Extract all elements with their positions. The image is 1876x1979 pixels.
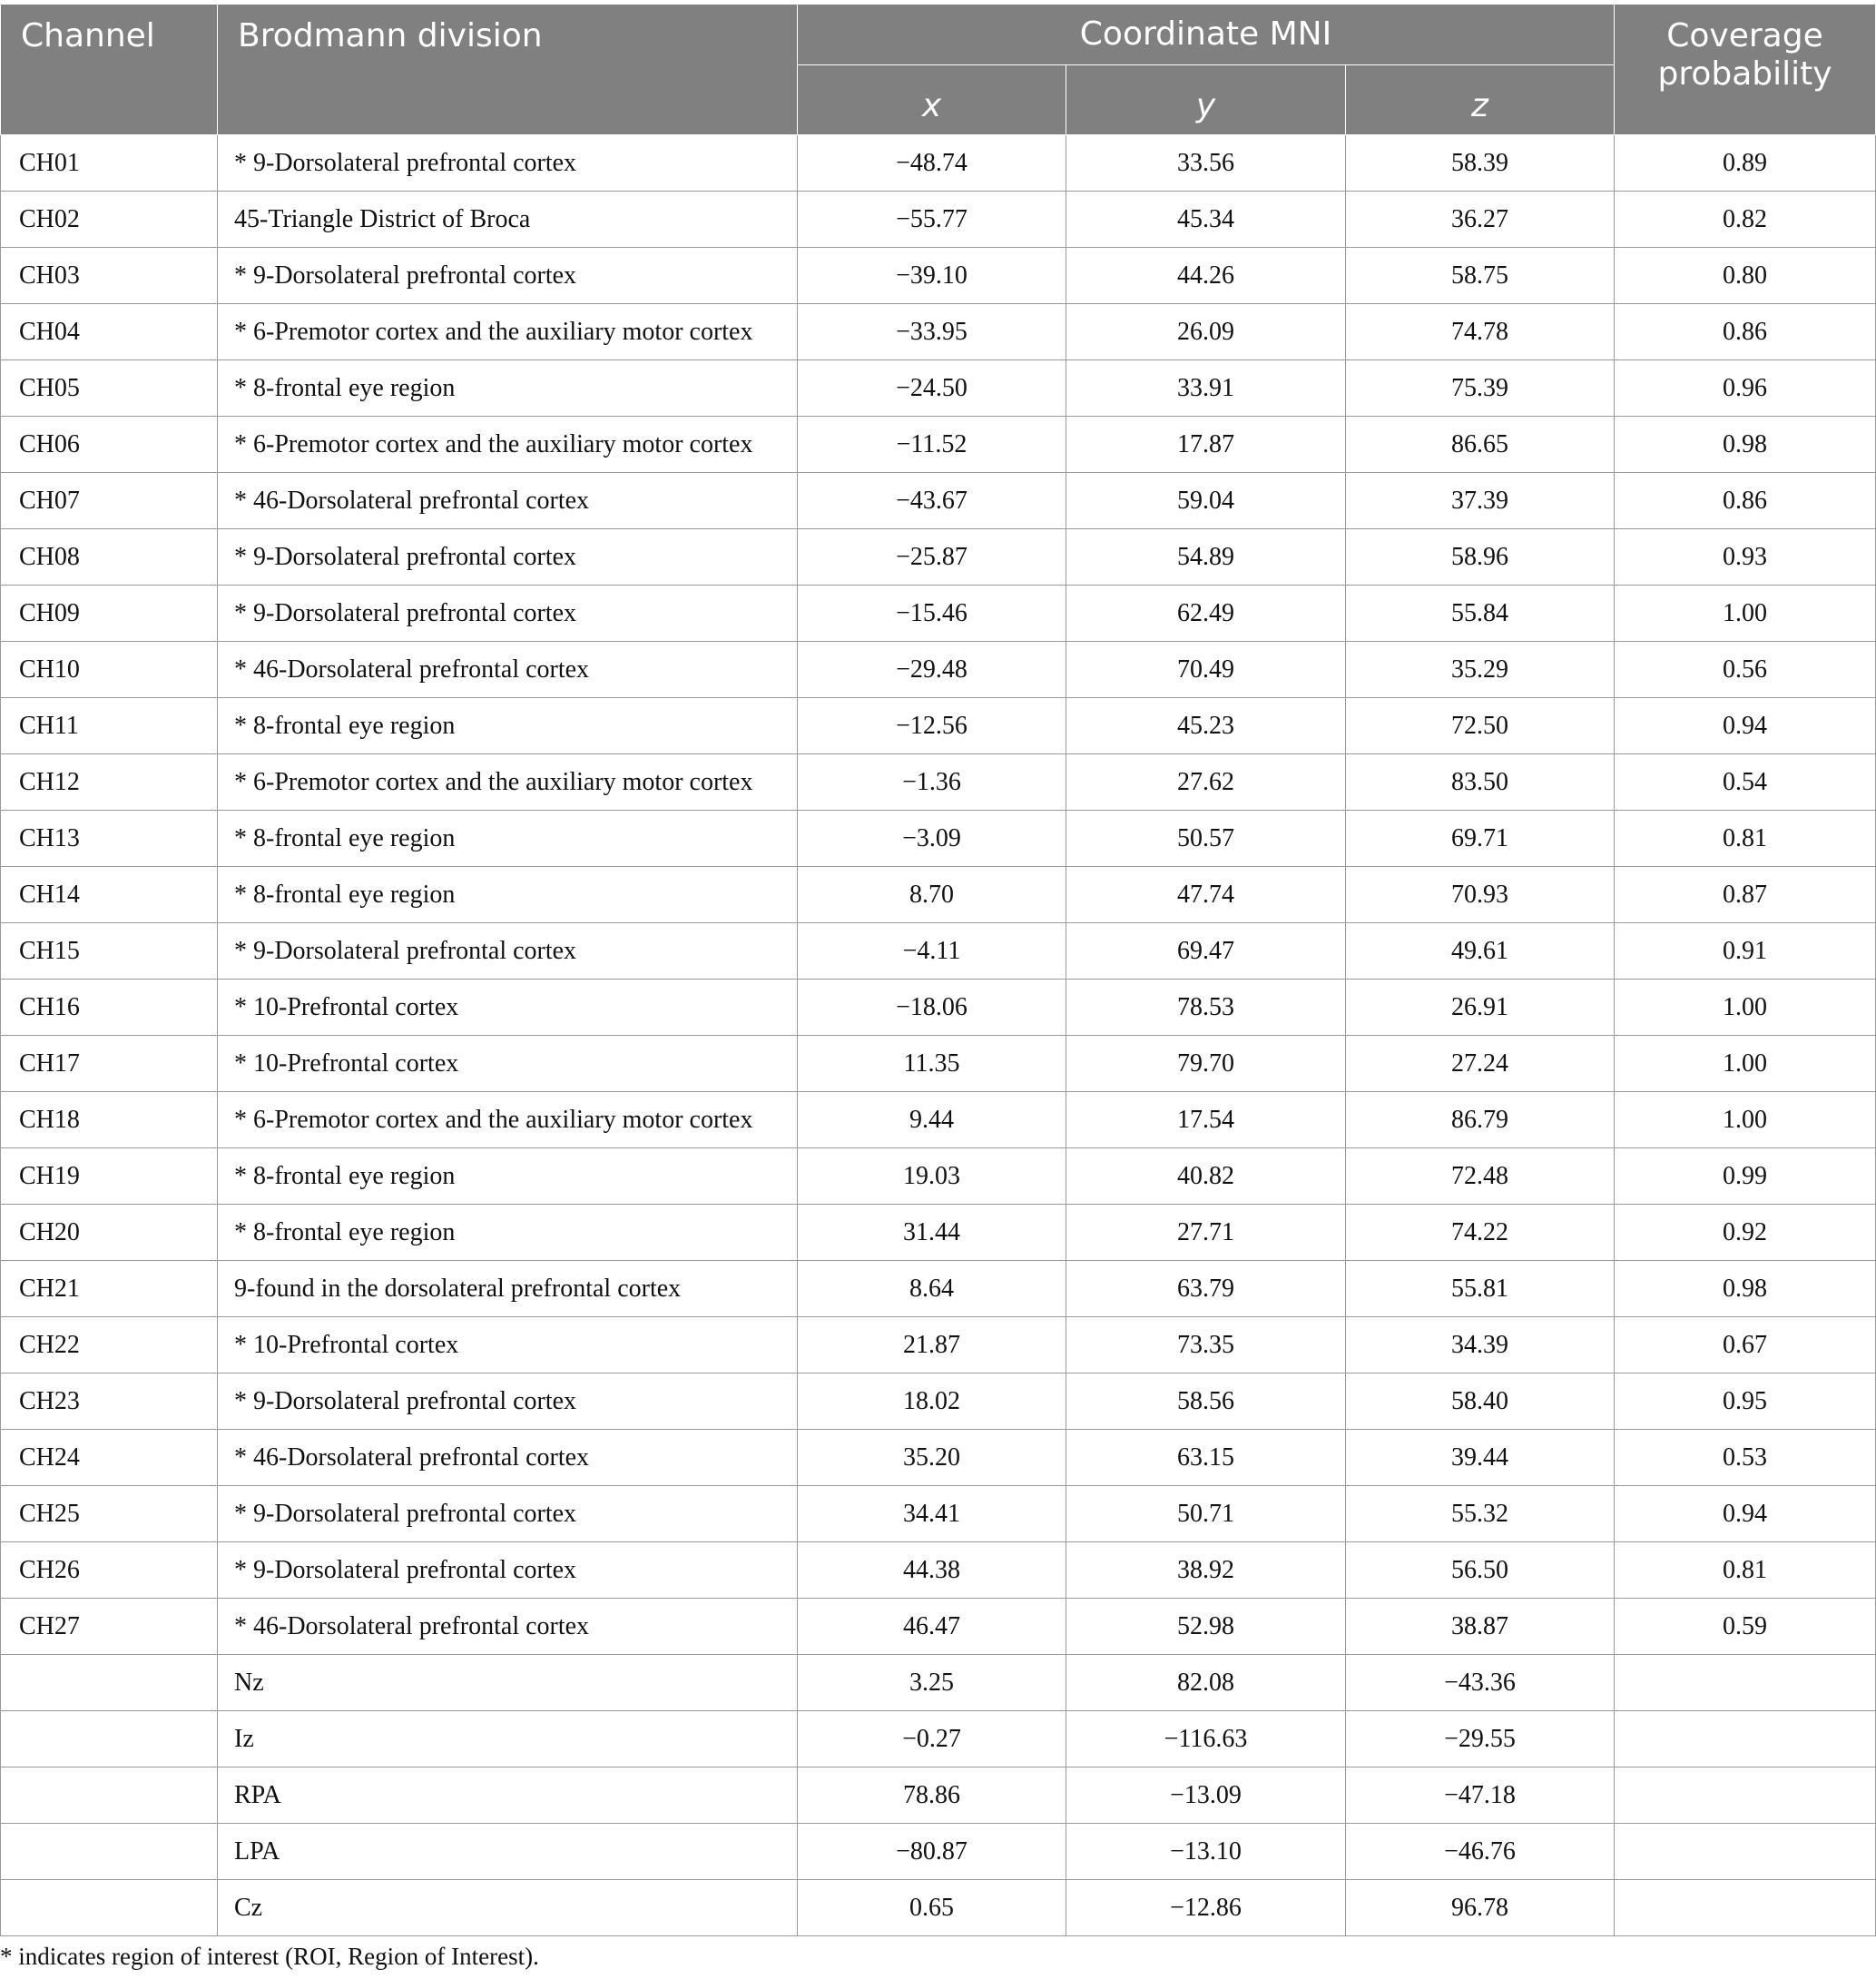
cell-channel: CH20	[1, 1205, 218, 1261]
cell-coverage-probability: 0.94	[1615, 1486, 1876, 1542]
cell-brodmann-division: * 8-frontal eye region	[218, 1205, 798, 1261]
table-footnote: * indicates region of interest (ROI, Region of Interest).	[0, 1943, 539, 1970]
cell-channel	[1, 1880, 218, 1936]
cell-y: 82.08	[1066, 1655, 1346, 1711]
table-header	[1, 5, 1876, 135]
cell-y: 62.49	[1066, 586, 1346, 642]
cell-brodmann-division: Iz	[218, 1711, 798, 1767]
table-row	[1, 417, 1876, 473]
table-row	[1, 248, 1876, 304]
cell-x: 11.35	[798, 1036, 1066, 1092]
cell-z: 55.32	[1346, 1486, 1615, 1542]
table-row	[1, 529, 1876, 586]
cell-y: 70.49	[1066, 642, 1346, 698]
cell-y: −13.10	[1066, 1824, 1346, 1880]
cell-y: 26.09	[1066, 304, 1346, 360]
cell-z: 72.48	[1346, 1148, 1615, 1205]
cell-y: 17.54	[1066, 1092, 1346, 1148]
cell-channel: CH11	[1, 698, 218, 754]
cell-z: 49.61	[1346, 923, 1615, 980]
cell-y: −12.86	[1066, 1880, 1346, 1936]
cell-x: 78.86	[798, 1767, 1066, 1824]
cell-x: −0.27	[798, 1711, 1066, 1767]
cell-z: 39.44	[1346, 1430, 1615, 1486]
cell-z: 55.81	[1346, 1261, 1615, 1317]
cell-brodmann-division: * 10-Prefrontal cortex	[218, 980, 798, 1036]
cell-coverage-probability: 0.89	[1615, 135, 1876, 192]
cell-z: −29.55	[1346, 1711, 1615, 1767]
cell-channel: CH12	[1, 754, 218, 811]
cell-brodmann-division: * 9-Dorsolateral prefrontal cortex	[218, 1542, 798, 1599]
cell-channel: CH24	[1, 1430, 218, 1486]
table-row	[1, 1373, 1876, 1430]
cell-brodmann-division: * 10-Prefrontal cortex	[218, 1317, 798, 1373]
cell-y: 59.04	[1066, 473, 1346, 529]
cell-coverage-probability: 0.98	[1615, 417, 1876, 473]
cell-y: 44.26	[1066, 248, 1346, 304]
cell-x: 19.03	[798, 1148, 1066, 1205]
cell-coverage-probability: 0.81	[1615, 1542, 1876, 1599]
header-x: x	[798, 65, 1066, 135]
table-row	[1, 980, 1876, 1036]
cell-brodmann-division: Cz	[218, 1880, 798, 1936]
table-row	[1, 473, 1876, 529]
cell-coverage-probability: 1.00	[1615, 980, 1876, 1036]
table-row	[1, 1542, 1876, 1599]
cell-brodmann-division: * 6-Premotor cortex and the auxiliary motor cortex	[218, 417, 798, 473]
cell-y: 33.56	[1066, 135, 1346, 192]
cell-brodmann-division: Nz	[218, 1655, 798, 1711]
cell-channel: CH16	[1, 980, 218, 1036]
cell-brodmann-division: * 6-Premotor cortex and the auxiliary motor cortex	[218, 754, 798, 811]
cell-x: −1.36	[798, 754, 1066, 811]
cell-channel: CH14	[1, 867, 218, 923]
cell-coverage-probability	[1615, 1880, 1876, 1936]
cell-y: 40.82	[1066, 1148, 1346, 1205]
cell-channel	[1, 1655, 218, 1711]
cell-z: 86.79	[1346, 1092, 1615, 1148]
cell-coverage-probability: 0.82	[1615, 192, 1876, 248]
table-row	[1, 586, 1876, 642]
cell-coverage-probability: 1.00	[1615, 1036, 1876, 1092]
table-row	[1, 1092, 1876, 1148]
cell-x: 3.25	[798, 1655, 1066, 1711]
header-y: y	[1066, 65, 1346, 135]
mni-coordinates-table	[0, 4, 1876, 1936]
cell-coverage-probability	[1615, 1711, 1876, 1767]
cell-y: 38.92	[1066, 1542, 1346, 1599]
cell-channel: CH05	[1, 360, 218, 417]
table-row	[1, 1036, 1876, 1092]
cell-brodmann-division: * 8-frontal eye region	[218, 1148, 798, 1205]
cell-coverage-probability: 0.96	[1615, 360, 1876, 417]
cell-brodmann-division: * 9-Dorsolateral prefrontal cortex	[218, 248, 798, 304]
cell-x: 18.02	[798, 1373, 1066, 1430]
cell-y: 69.47	[1066, 923, 1346, 980]
cell-channel: CH03	[1, 248, 218, 304]
cell-brodmann-division: * 9-Dorsolateral prefrontal cortex	[218, 586, 798, 642]
cell-y: 73.35	[1066, 1317, 1346, 1373]
cell-coverage-probability: 0.91	[1615, 923, 1876, 980]
table-row	[1, 1317, 1876, 1373]
cell-z: 58.40	[1346, 1373, 1615, 1430]
cell-x: −25.87	[798, 529, 1066, 586]
cell-y: −116.63	[1066, 1711, 1346, 1767]
cell-z: −43.36	[1346, 1655, 1615, 1711]
cell-channel: CH07	[1, 473, 218, 529]
cell-z: 83.50	[1346, 754, 1615, 811]
cell-z: 86.65	[1346, 417, 1615, 473]
cell-z: 27.24	[1346, 1036, 1615, 1092]
cell-brodmann-division: * 46-Dorsolateral prefrontal cortex	[218, 1599, 798, 1655]
cell-z: 96.78	[1346, 1880, 1615, 1936]
cell-channel: CH27	[1, 1599, 218, 1655]
cell-x: −29.48	[798, 642, 1066, 698]
cell-y: 17.87	[1066, 417, 1346, 473]
cell-brodmann-division: * 8-frontal eye region	[218, 811, 798, 867]
cell-y: 54.89	[1066, 529, 1346, 586]
cell-x: 8.64	[798, 1261, 1066, 1317]
cell-x: −39.10	[798, 248, 1066, 304]
cell-brodmann-division: * 8-frontal eye region	[218, 698, 798, 754]
table-row	[1, 811, 1876, 867]
cell-x: 46.47	[798, 1599, 1066, 1655]
cell-y: −13.09	[1066, 1767, 1346, 1824]
cell-coverage-probability: 0.80	[1615, 248, 1876, 304]
table-row	[1, 1430, 1876, 1486]
cell-z: 72.50	[1346, 698, 1615, 754]
cell-x: 44.38	[798, 1542, 1066, 1599]
cell-coverage-probability: 1.00	[1615, 586, 1876, 642]
cell-channel: CH10	[1, 642, 218, 698]
cell-coverage-probability: 0.92	[1615, 1205, 1876, 1261]
cell-channel: CH17	[1, 1036, 218, 1092]
cell-brodmann-division: * 6-Premotor cortex and the auxiliary motor cortex	[218, 304, 798, 360]
cell-z: −47.18	[1346, 1767, 1615, 1824]
cell-y: 45.23	[1066, 698, 1346, 754]
cell-y: 58.56	[1066, 1373, 1346, 1430]
cell-coverage-probability: 0.81	[1615, 811, 1876, 867]
cell-coverage-probability	[1615, 1767, 1876, 1824]
cell-coverage-probability	[1615, 1824, 1876, 1880]
cell-x: −24.50	[798, 360, 1066, 417]
cell-coverage-probability: 0.56	[1615, 642, 1876, 698]
cell-z: 74.22	[1346, 1205, 1615, 1261]
cell-x: −43.67	[798, 473, 1066, 529]
table-row	[1, 1711, 1876, 1767]
cell-x: −4.11	[798, 923, 1066, 980]
cell-z: 37.39	[1346, 473, 1615, 529]
cell-coverage-probability: 0.67	[1615, 1317, 1876, 1373]
cell-x: 0.65	[798, 1880, 1066, 1936]
cell-z: 74.78	[1346, 304, 1615, 360]
cell-z: 36.27	[1346, 192, 1615, 248]
cell-channel: CH19	[1, 1148, 218, 1205]
table-row	[1, 1205, 1876, 1261]
cell-y: 52.98	[1066, 1599, 1346, 1655]
cell-brodmann-division: RPA	[218, 1767, 798, 1824]
cell-brodmann-division: * 9-Dorsolateral prefrontal cortex	[218, 1373, 798, 1430]
cell-channel	[1, 1767, 218, 1824]
cell-y: 47.74	[1066, 867, 1346, 923]
cell-brodmann-division: * 46-Dorsolateral prefrontal cortex	[218, 1430, 798, 1486]
cell-coverage-probability: 0.98	[1615, 1261, 1876, 1317]
table-row	[1, 1599, 1876, 1655]
cell-coverage-probability: 0.95	[1615, 1373, 1876, 1430]
cell-z: 55.84	[1346, 586, 1615, 642]
cell-z: 56.50	[1346, 1542, 1615, 1599]
cell-brodmann-division: * 9-Dorsolateral prefrontal cortex	[218, 1486, 798, 1542]
cell-brodmann-division: 45-Triangle District of Broca	[218, 192, 798, 248]
cell-brodmann-division: * 9-Dorsolateral prefrontal cortex	[218, 135, 798, 192]
cell-channel: CH18	[1, 1092, 218, 1148]
cell-brodmann-division: * 9-Dorsolateral prefrontal cortex	[218, 923, 798, 980]
cell-z: −46.76	[1346, 1824, 1615, 1880]
cell-brodmann-division: * 10-Prefrontal cortex	[218, 1036, 798, 1092]
cell-channel: CH22	[1, 1317, 218, 1373]
cell-y: 63.79	[1066, 1261, 1346, 1317]
cell-coverage-probability	[1615, 1655, 1876, 1711]
table-row	[1, 360, 1876, 417]
cell-y: 27.62	[1066, 754, 1346, 811]
cell-brodmann-division: * 46-Dorsolateral prefrontal cortex	[218, 642, 798, 698]
cell-coverage-probability: 0.94	[1615, 698, 1876, 754]
table-row	[1, 1261, 1876, 1317]
cell-channel: CH04	[1, 304, 218, 360]
cell-y: 63.15	[1066, 1430, 1346, 1486]
cell-x: −3.09	[798, 811, 1066, 867]
cell-coverage-probability: 1.00	[1615, 1092, 1876, 1148]
cell-x: 35.20	[798, 1430, 1066, 1486]
cell-channel	[1, 1711, 218, 1767]
cell-channel: CH13	[1, 811, 218, 867]
data-table-container	[0, 4, 1875, 1936]
cell-z: 58.75	[1346, 248, 1615, 304]
header-coordinate-mni: Coordinate MNI	[798, 5, 1615, 65]
cell-coverage-probability: 0.86	[1615, 304, 1876, 360]
cell-x: 21.87	[798, 1317, 1066, 1373]
cell-x: −80.87	[798, 1824, 1066, 1880]
cell-y: 79.70	[1066, 1036, 1346, 1092]
table-row	[1, 1767, 1876, 1824]
cell-coverage-probability: 0.93	[1615, 529, 1876, 586]
cell-z: 75.39	[1346, 360, 1615, 417]
table-row	[1, 923, 1876, 980]
cell-channel: CH01	[1, 135, 218, 192]
table-body	[1, 135, 1876, 1936]
header-coverage-line2: probability	[1657, 55, 1832, 93]
table-row	[1, 1148, 1876, 1205]
cell-channel: CH06	[1, 417, 218, 473]
cell-z: 26.91	[1346, 980, 1615, 1036]
cell-y: 27.71	[1066, 1205, 1346, 1261]
cell-x: 8.70	[798, 867, 1066, 923]
cell-z: 70.93	[1346, 867, 1615, 923]
header-channel: Channel	[1, 5, 218, 135]
cell-coverage-probability: 0.99	[1615, 1148, 1876, 1205]
cell-coverage-probability: 0.59	[1615, 1599, 1876, 1655]
cell-brodmann-division: * 8-frontal eye region	[218, 360, 798, 417]
header-z: z	[1346, 65, 1615, 135]
cell-x: −33.95	[798, 304, 1066, 360]
table-row	[1, 642, 1876, 698]
cell-x: 34.41	[798, 1486, 1066, 1542]
table-row	[1, 1824, 1876, 1880]
cell-channel: CH02	[1, 192, 218, 248]
cell-brodmann-division: * 9-Dorsolateral prefrontal cortex	[218, 529, 798, 586]
table-row	[1, 754, 1876, 811]
cell-x: 31.44	[798, 1205, 1066, 1261]
cell-x: −11.52	[798, 417, 1066, 473]
cell-y: 45.34	[1066, 192, 1346, 248]
cell-channel: CH25	[1, 1486, 218, 1542]
header-brodmann-division: Brodmann division	[218, 5, 798, 135]
cell-coverage-probability: 0.86	[1615, 473, 1876, 529]
cell-x: −18.06	[798, 980, 1066, 1036]
table-row	[1, 1655, 1876, 1711]
cell-channel: CH09	[1, 586, 218, 642]
table-row	[1, 1880, 1876, 1936]
table-row	[1, 135, 1876, 192]
cell-channel: CH08	[1, 529, 218, 586]
table-row	[1, 867, 1876, 923]
table-row	[1, 192, 1876, 248]
cell-x: −48.74	[798, 135, 1066, 192]
cell-channel: CH23	[1, 1373, 218, 1430]
cell-brodmann-division: 9-found in the dorsolateral prefrontal cortex	[218, 1261, 798, 1317]
cell-channel: CH21	[1, 1261, 218, 1317]
cell-x: −55.77	[798, 192, 1066, 248]
cell-channel: CH26	[1, 1542, 218, 1599]
cell-x: −12.56	[798, 698, 1066, 754]
table-row	[1, 698, 1876, 754]
cell-coverage-probability: 0.54	[1615, 754, 1876, 811]
cell-brodmann-division: * 46-Dorsolateral prefrontal cortex	[218, 473, 798, 529]
cell-y: 50.57	[1066, 811, 1346, 867]
cell-z: 58.39	[1346, 135, 1615, 192]
cell-z: 58.96	[1346, 529, 1615, 586]
cell-z: 34.39	[1346, 1317, 1615, 1373]
cell-channel	[1, 1824, 218, 1880]
table-row	[1, 1486, 1876, 1542]
cell-channel: CH15	[1, 923, 218, 980]
cell-brodmann-division: * 8-frontal eye region	[218, 867, 798, 923]
cell-y: 78.53	[1066, 980, 1346, 1036]
cell-x: 9.44	[798, 1092, 1066, 1148]
cell-z: 38.87	[1346, 1599, 1615, 1655]
cell-y: 33.91	[1066, 360, 1346, 417]
cell-z: 35.29	[1346, 642, 1615, 698]
cell-coverage-probability: 0.87	[1615, 867, 1876, 923]
cell-z: 69.71	[1346, 811, 1615, 867]
table-row	[1, 304, 1876, 360]
header-coverage-probability	[1615, 5, 1876, 135]
cell-coverage-probability: 0.53	[1615, 1430, 1876, 1486]
header-coverage-line1: Coverage	[1666, 17, 1823, 54]
cell-y: 50.71	[1066, 1486, 1346, 1542]
cell-brodmann-division: LPA	[218, 1824, 798, 1880]
cell-brodmann-division: * 6-Premotor cortex and the auxiliary motor cortex	[218, 1092, 798, 1148]
cell-x: −15.46	[798, 586, 1066, 642]
